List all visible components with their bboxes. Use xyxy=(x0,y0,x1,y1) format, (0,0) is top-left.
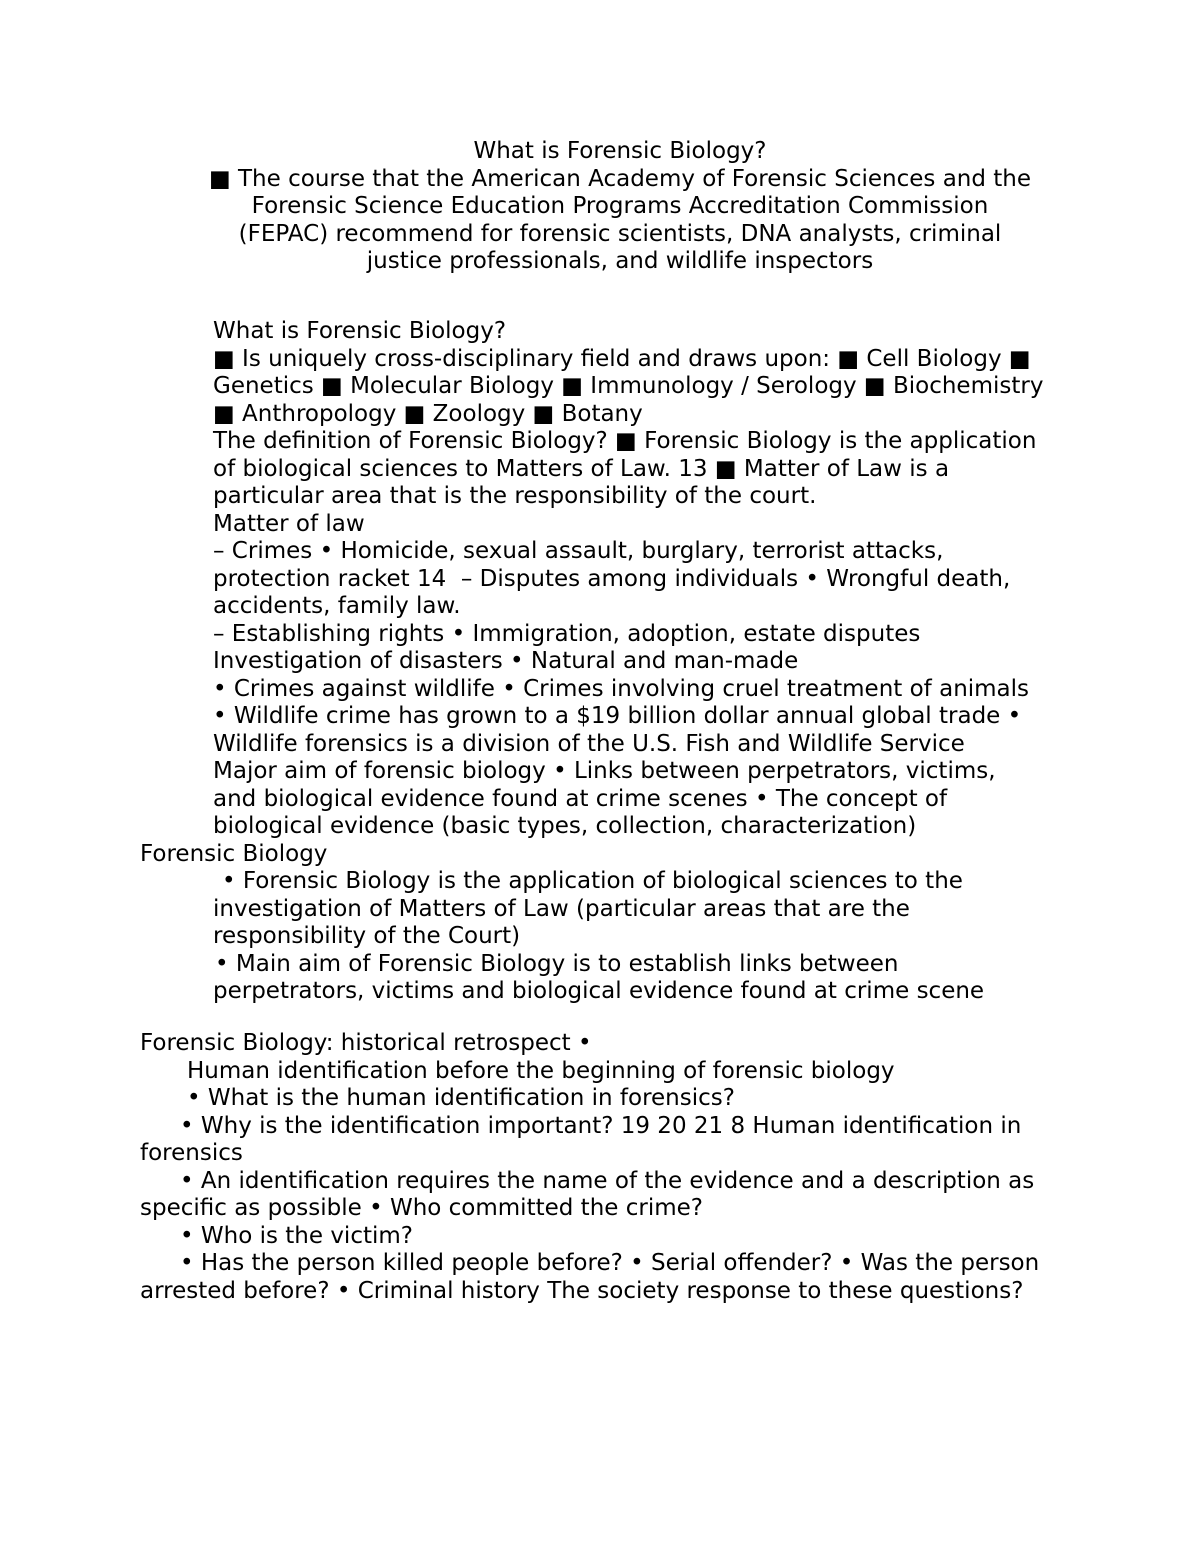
text-line: justice professionals, and wildlife inspectors xyxy=(366,248,874,274)
text-line: Major aim of forensic biology • Links between perpetrators, victims, xyxy=(213,758,996,784)
overview-section xyxy=(213,318,1043,841)
intro-section xyxy=(140,138,1100,276)
text-line: perpetrators, victims and biological evidence found at crime scene xyxy=(213,978,985,1004)
text-line: (FEPAC) recommend for forensic scientists, DNA analysts, criminal xyxy=(238,220,1002,247)
text-line: – Establishing rights • Immigration, adoption, estate disputes xyxy=(213,620,921,647)
text-line: • Wildlife crime has grown to a $19 billion dollar annual global trade • xyxy=(213,703,1022,729)
text-line: biological evidence (basic types, collection, characterization) xyxy=(213,813,917,839)
text-line: ■ The course that the American Academy of Forensic Sciences and the xyxy=(208,165,1032,192)
text-line: Genetics ■ Molecular Biology ■ Immunology / Serology ■ Biochemistry xyxy=(213,373,1044,399)
section-heading: Forensic Biology xyxy=(140,840,328,867)
text-line: and biological evidence found at crime scenes • The concept of xyxy=(213,785,948,812)
bullet-line: • What is the human identification in forensics? xyxy=(187,1085,735,1111)
text-line: responsibility of the Court) xyxy=(213,923,521,949)
bullet-line: • Forensic Biology is the application of biological sciences to the xyxy=(222,868,963,894)
text-line: of biological sciences to Matters of Law. 13 ■ Matter of Law is a xyxy=(213,455,950,482)
bullet-line: • Who is the victim? xyxy=(180,1222,413,1249)
section-heading: Forensic Biology: historical retrospect • xyxy=(140,1030,592,1056)
text-line: Investigation of disasters • Natural and man-made xyxy=(213,648,799,674)
text-line: particular area that is the responsibility of the court. xyxy=(213,483,817,509)
subsection-heading: Matter of law xyxy=(213,510,365,537)
text-line: The definition of Forensic Biology? ■ Forensic Biology is the application xyxy=(213,428,1037,454)
text-line: accidents, family law. xyxy=(213,593,461,619)
text-line: Wildlife forensics is a division of the U.S. Fish and Wildlife Service xyxy=(213,730,965,757)
text-line: ■ Anthropology ■ Zoology ■ Botany xyxy=(213,400,643,427)
text-line: ■ Is uniquely cross-disciplinary field and draws upon: ■ Cell Biology ■ xyxy=(213,345,1031,372)
text-line: – Crimes • Homicide, sexual assault, burglary, terrorist attacks, xyxy=(213,538,944,564)
text-line: Human identification before the beginning of forensic biology xyxy=(187,1057,895,1084)
definition-section xyxy=(140,841,984,1006)
text-line: investigation of Matters of Law (particular areas that are the xyxy=(213,895,910,922)
text-line: specific as possible • Who committed the crime? xyxy=(140,1195,703,1221)
text-line: arrested before? • Criminal history The society response to these questions? xyxy=(140,1277,1024,1304)
text-line: protection racket 14 – Disputes among individuals • Wrongful death, xyxy=(213,565,1011,592)
doc-title: What is Forensic Biology? xyxy=(473,138,767,164)
text-line: • Crimes against wildlife • Crimes involving cruel treatment of animals xyxy=(213,675,1030,702)
history-section xyxy=(140,1030,1039,1305)
text-line: Forensic Science Education Programs Accreditation Commission xyxy=(251,193,989,219)
section-heading: What is Forensic Biology? xyxy=(213,318,507,344)
bullet-line: • An identification requires the name of the evidence and a description as xyxy=(180,1167,1035,1194)
bullet-line: • Why is the identification important? 19 20 21 8 Human identification in xyxy=(180,1112,1022,1139)
bullet-line: • Main aim of Forensic Biology is to establish links between xyxy=(215,950,899,977)
text-line: forensics xyxy=(140,1140,243,1166)
bullet-line: • Has the person killed people before? • Serial offender? • Was the person xyxy=(180,1250,1040,1276)
